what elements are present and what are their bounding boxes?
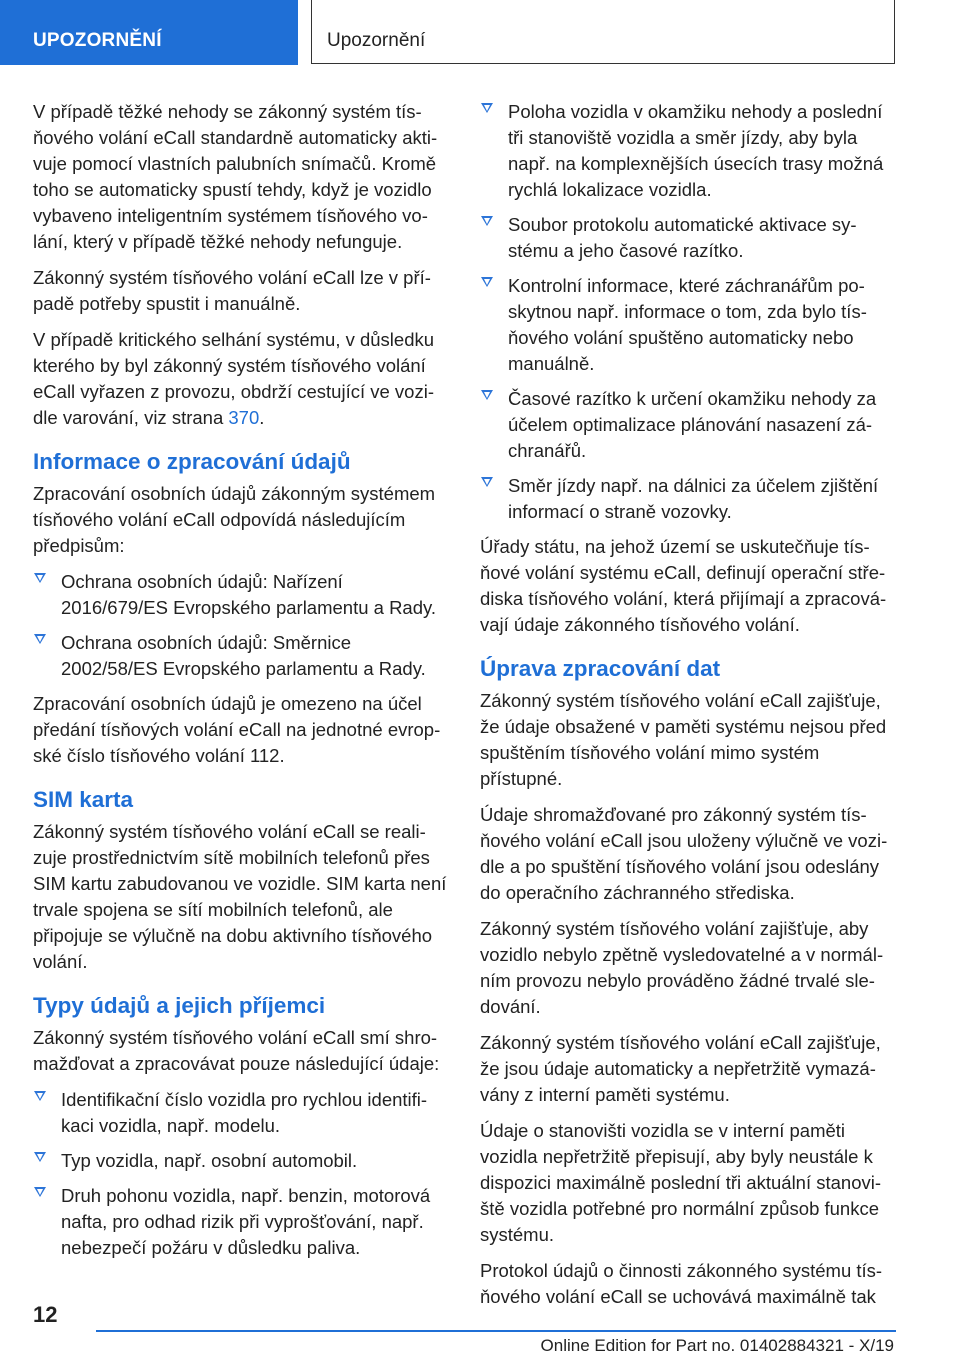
list-item-text: Poloha vozidla v okamžiku nehody a poslední tři stanoviště vozidla a směr jízdy, aby byla např. na komplexnějších úsecích trasy možná rychlá lokalizace vozidla. [508,101,884,200]
triangle-bullet-icon [34,634,46,644]
list-item [480,386,895,464]
paragraph: Zákonný systém tísňového volání eCall smí shro-mažďovat a zpracovávat pouze následující údaje: [33,1027,440,1074]
list-item-text: Kontrolní informace, které záchranářům po-skytnou např. informace o tom, zda bylo tís-ňového volání spuštěno automaticky nebo manuálně. [508,275,867,374]
right-column [480,99,895,1320]
list-item [33,1183,448,1261]
section-heading-sim-card: SIM karta [33,787,134,812]
list-item [33,630,448,682]
paragraph-text: V případě kritického selhání systému, v důsledku kterého by byl zákonný systém tísňového volání eCall vyřazen z provozu, obdrží cestující ve vozi-dle varování, viz strana [33,329,435,428]
list-item [33,569,448,621]
page-reference-link[interactable]: 370 [228,407,260,428]
triangle-bullet-icon [34,1091,46,1101]
triangle-bullet-icon [481,390,493,400]
page-header-title: Upozornění [311,0,895,64]
paragraph: Údaje shromažďované pro zákonný systém tís-ňového volání eCall jsou uloženy výlučně ve vozi-dle a po spuštění tísňového volání jsou odeslány do operačního záchranného střediska. [480,804,888,903]
list-item-text: Ochrana osobních údajů: Nařízení 2016/679/ES Evropského parlamentu a Rady. [61,571,437,618]
list-item [480,473,895,525]
footer-edition: Online Edition for Part no. 01402884321 - X/19 [540,1336,894,1355]
list-item-text: Soubor protokolu automatické aktivace sy-stému a jeho časové razítko. [508,214,857,261]
paragraph: Protokol údajů o činnosti zákonného systému tís-ňového volání eCall se uchovává maximálně tak [480,1260,883,1307]
page-number: 12 [33,1302,58,1327]
list-item-text: Ochrana osobních údajů: Směrnice 2002/58/ES Evropského parlamentu a Rady. [61,632,426,679]
paragraph: Zákonný systém tísňového volání eCall zajišťuje, že jsou údaje automaticky a nepřetržitě vymazá-vány z interní paměti systému. [480,1032,881,1105]
triangle-bullet-icon [34,1152,46,1162]
list-item [480,212,895,264]
triangle-bullet-icon [481,477,493,487]
section-tab: UPOZORNĚNÍ [0,0,298,65]
regulation-list [33,569,448,682]
list-item [33,1087,448,1139]
triangle-bullet-icon [34,573,46,583]
data-types-list-continued [480,99,895,525]
triangle-bullet-icon [481,277,493,287]
list-item-text: Identifikační číslo vozidla pro rychlou identifi-kaci vozidla, např. modelu. [61,1089,428,1136]
paragraph: Úřady státu, na jehož území se uskutečňuje tís-ňové volání systému eCall, definují operační stře-diska tísňového volání, která přijímají a zpracová-vají údaje zákonného tísňového volání. [480,536,887,635]
list-item [480,273,895,377]
list-item-text: Časové razítko k určení okamžiku nehody za účelem optimalizace plánování nasazení zá-chranářů. [508,388,877,461]
list-item-text: Směr jízdy např. na dálnici za účelem zjištění informací o straně vozovky. [508,475,879,522]
data-types-list [33,1087,448,1261]
section-heading-data-processing: Informace o zpracování údajů [33,449,351,474]
list-item [480,99,895,203]
left-column [33,99,448,1270]
paragraph: Zákonný systém tísňového volání eCall se reali-zuje prostřednictvím sítě mobilních telefonů přes SIM kartu zabudovanou ve vozidle. SIM karta není trvale spojena se sítí mobilních telefonů, ale připojuje se výlučně na dobu aktivního tísňového volání. [33,821,447,972]
paragraph: Zpracování osobních údajů je omezeno na účel předání tísňových volání eCall na jednotné evrop-ské číslo tísňového volání 112. [33,693,441,766]
list-item-text: Druh pohonu vozidla, např. benzin, motorová nafta, pro odhad rizik při vyprošťování, např. nebezpečí požáru v důsledku paliva. [61,1185,431,1258]
triangle-bullet-icon [481,216,493,226]
paragraph-end: . [259,407,265,428]
triangle-bullet-icon [481,103,493,113]
section-heading-data-handling: Úprava zpracování dat [480,656,721,681]
footer-divider [96,1330,896,1332]
paragraph: Zákonný systém tísňového volání eCall lze v pří-padě potřeby spustit i manuálně. [33,267,431,314]
list-item-text: Typ vozidla, např. osobní automobil. [61,1150,358,1171]
paragraph: Zákonný systém tísňového volání zajišťuje, aby vozidlo nebylo zpětně vysledovatelné a v normál-ním provozu nebylo prováděno žádné trvalé sle-dování. [480,918,884,1017]
section-heading-data-types: Typy údajů a jejich příjemci [33,993,326,1018]
paragraph: V případě těžké nehody se zákonný systém tís-ňového volání eCall standardně automaticky akti-vuje pomocí vlastních palubních snímačů. Kromě toho se automaticky spustí tehdy, když je vozidlo vybaveno inteligentním systémem tísňového vo-lání, který v případě těžké nehody nefunguje. [33,101,438,252]
paragraph: Zpracování osobních údajů zákonným systémem tísňového volání eCall odpovídá následujícím předpisům: [33,483,436,556]
triangle-bullet-icon [34,1187,46,1197]
list-item [33,1148,448,1174]
paragraph [33,327,448,431]
paragraph: Zákonný systém tísňového volání eCall zajišťuje, že údaje obsažené v paměti systému nejsou před spuštěním tísňového volání mimo systém přístupné. [480,690,887,789]
paragraph: Údaje o stanovišti vozidla se v interní paměti vozidla nepřetržitě přepisují, aby byly neustále k dispozici maximálně poslední tři aktuální stanovi-ště vozidla potřebné pro normální způsob funkce systému. [480,1120,882,1245]
